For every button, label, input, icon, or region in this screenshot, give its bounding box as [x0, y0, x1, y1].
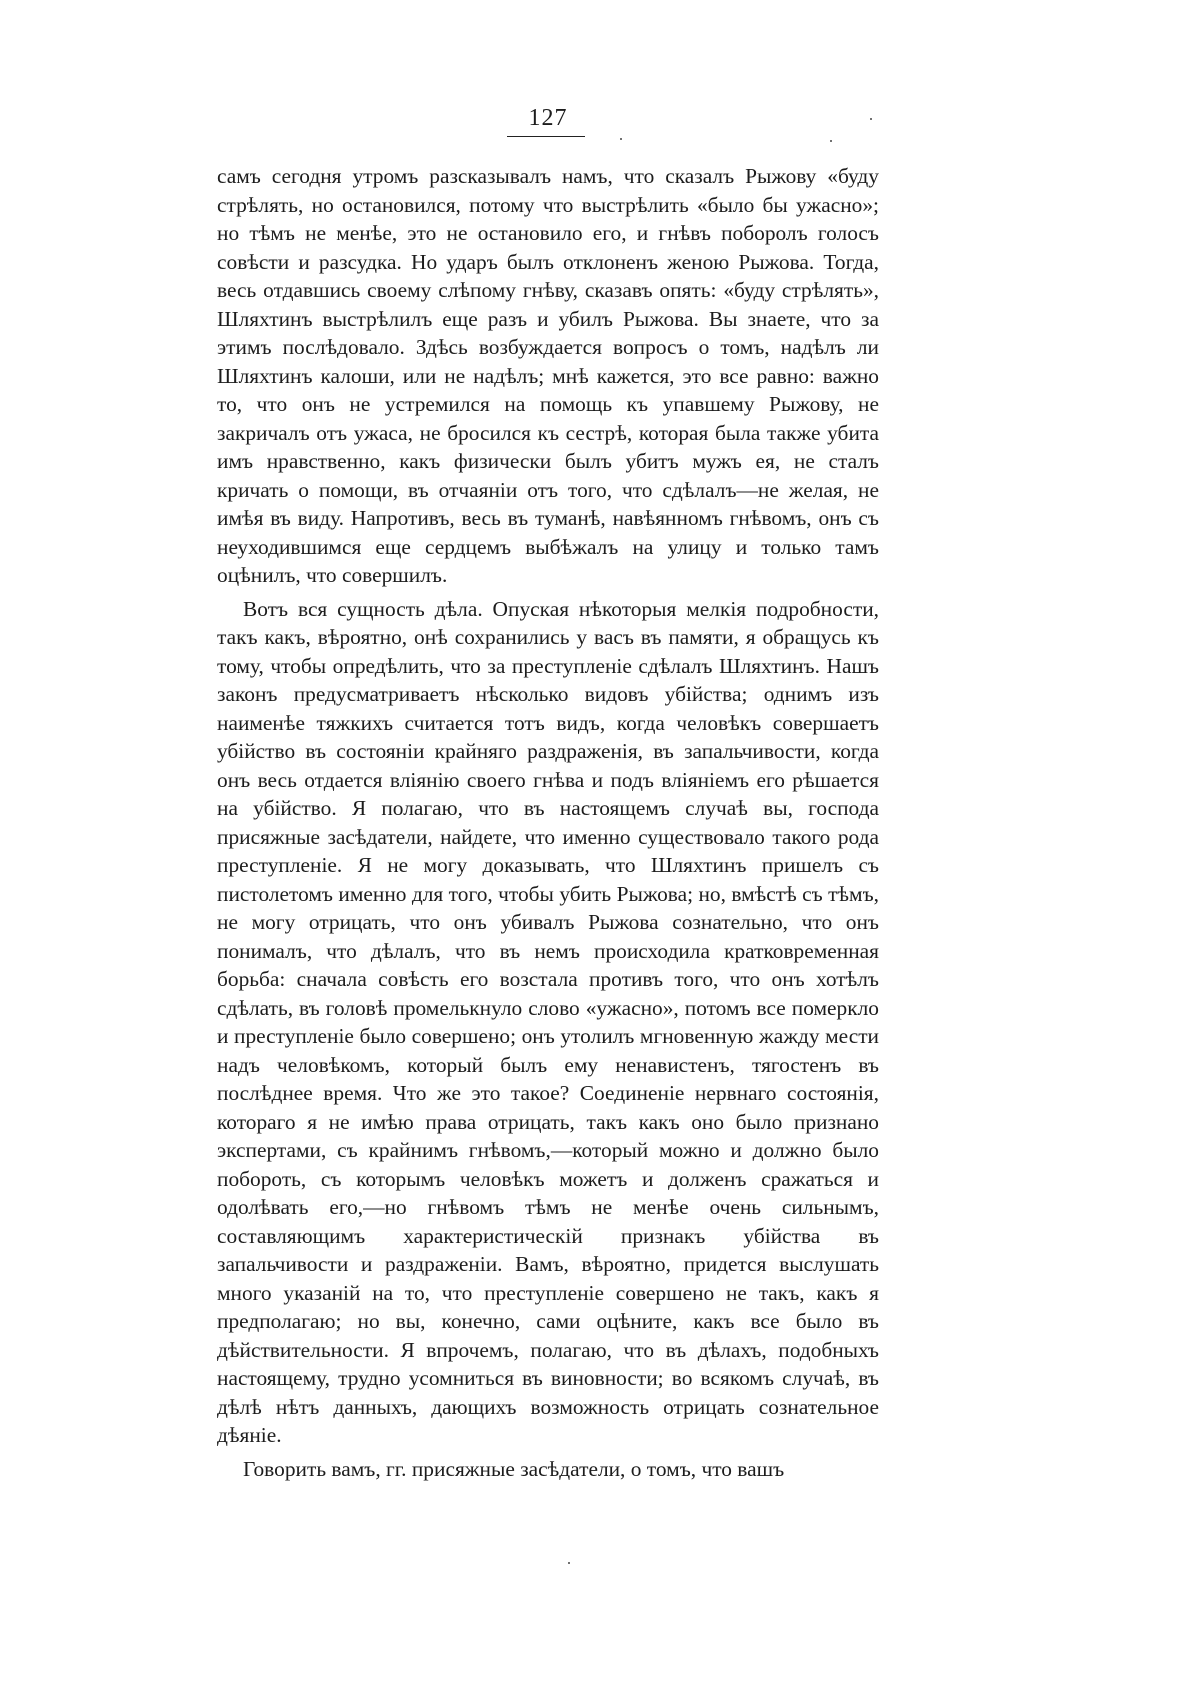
print-speck	[620, 138, 622, 140]
print-speck	[870, 118, 872, 120]
page-number: 127	[528, 105, 568, 131]
print-speck	[830, 140, 832, 142]
page-number-rule	[507, 136, 585, 137]
paragraph-final: Говорить вамъ, гг. приcяжные засѣдатели, о томъ, что вашъ	[243, 1456, 785, 1481]
print-speck	[568, 1562, 570, 1564]
paragraph-continuation: самъ сегодня утромъ разсказывалъ намъ, что сказалъ Рыжову «буду стрѣлять, но остановился, потому что выстрѣлить «было бы ужасно»; но тѣмъ не менѣе, это не остановило его, и гнѣвъ поборолъ голосъ совѣсти и разсудка. Но ударъ былъ отклоненъ женою Рыжова. Тогда, весь отдавшись своему слѣпому гнѣву, сказавъ опять: «буду стрѣлять», Шляхтинъ выстрѣлилъ еще разъ и убилъ Рыжова. Вы знаете, что за этимъ послѣдовало. Здѣсь возбуждается вопросъ о томъ, надѣлъ ли Шляхтинъ калоши, или не надѣлъ; мнѣ кажется, это все равно: важно то, что онъ не устремился на помощь къ упавшему Рыжову, не закричалъ отъ ужаса, не бросился къ сестрѣ, которая была также убита имъ нравственно, какъ физически былъ убитъ мужъ ея, не сталъ кричать о помощи, въ отчаяніи отъ того, что сдѣлалъ—не желая, не имѣя въ виду. Напротивъ, весь въ туманѣ, навѣянномъ гнѣвомъ, онъ съ неуходившимся еще сердцемъ выбѣжалъ на улицу и только тамъ оцѣнилъ, что совершилъ.	[217, 164, 879, 587]
paragraph: Вотъ вся сущность дѣла. Опуская нѣкоторыя мелкія подробности, такъ какъ, вѣроятно, онѣ сохранились у васъ въ памяти, я обращусь къ тому, чтобы опредѣлить, что за преступленіе сдѣлалъ Шляхтинъ. Нашъ законъ предусматриваетъ нѣсколько видовъ убійства; однимъ изъ наименѣе тяжкихъ считается тотъ видъ, когда человѣкъ совершаетъ убійство въ состояніи крайняго раздраженія, въ запальчивости, когда онъ весь отдается вліянію своего гнѣва и подъ вліяніемъ его рѣшается на убійство. Я полагаю, что въ настоящемъ случаѣ вы, господа присяжные засѣдатели, найдете, что именно существовало такого рода преступленіе. Я не могу доказывать, что Шляхтинъ пришелъ съ пистолетомъ именно для того, чтобы убить Рыжова; но, вмѣстѣ съ тѣмъ, не могу отрицать, что онъ убивалъ Рыжова сознательно, что онъ понималъ, что дѣлалъ, что въ немъ происходила кратковременная борьба: сначала совѣсть его возстала противъ того, что онъ хотѣлъ сдѣлать, въ головѣ промелькнуло слово «ужасно», потомъ все померкло и преступленіе было совершено; онъ утолилъ мгновенную жажду мести надъ человѣкомъ, который былъ ему ненавистенъ, тягостенъ въ послѣднее время. Что же это такое? Соединеніе нервнаго состоянія, котораго я не имѣю права отрицать, такъ какъ оно было признано экспертами, съ крайнимъ гнѣвомъ,—который можно и должно было побороть, съ которымъ человѣкъ можетъ и долженъ сражаться и одолѣвать его,—но гнѣвомъ тѣмъ не менѣе очень сильнымъ, составляющимъ характеристическій признакъ убійства въ запальчивости и раздраженіи. Вамъ, вѣроятно, придется выслушать много указаній на то, что преступленіе совершено не такъ, какъ я предполагаю; но вы, конечно, сами оцѣните, какъ все было въ дѣйствительности. Я впрочемъ, полагаю, что въ дѣлахъ, подобныхъ настоящему, трудно усомниться въ виновности; во всякомъ случаѣ, въ дѣлѣ нѣтъ данныхъ, дающихъ возможность отрицать сознательное дѣяніе.	[217, 596, 879, 1447]
body-text	[217, 162, 879, 1483]
